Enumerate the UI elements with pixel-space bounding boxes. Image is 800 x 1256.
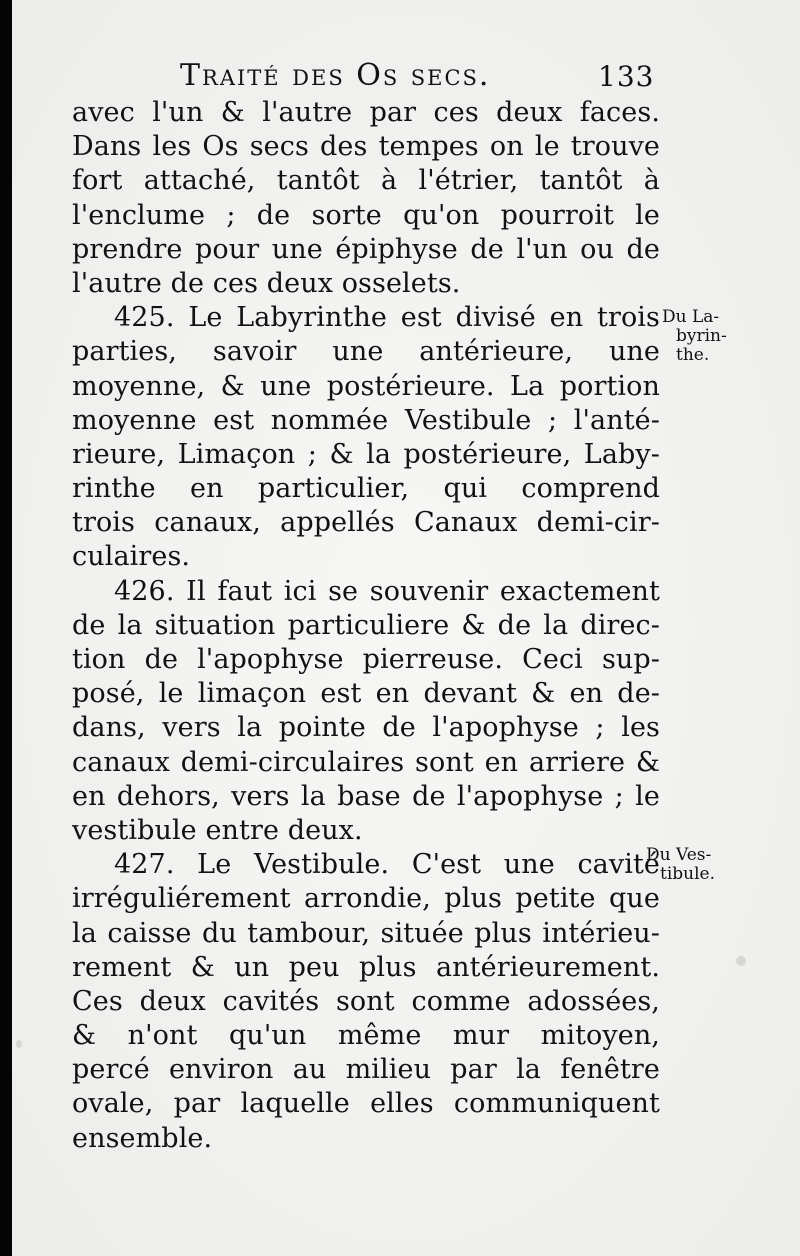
text-line: dans, vers la pointe de l'apophyse ; les (72, 712, 660, 744)
text-line: moyenne, & une postérieure. La portion (72, 370, 660, 402)
margin-note-line: the. (676, 345, 710, 365)
text-line: l'autre de ces deux osselets. (72, 267, 461, 299)
text-line: rement & un peu plus antérieurement. (72, 951, 660, 983)
text-line: irréguliérement arrondie, plus petite que (72, 883, 660, 915)
text-line: l'enclume ; de sorte qu'on pourroit le (72, 199, 660, 231)
page-edge-shadow (0, 0, 12, 1256)
margin-note-labyrinthe (662, 308, 727, 365)
text-line: en dehors, vers la base de l'apophyse ; le (72, 780, 660, 812)
text-line: Ces deux cavités sont comme adossées, (72, 985, 660, 1017)
text-line: avec l'un & l'autre par ces deux faces. (72, 97, 660, 128)
text-line: posé, le limaçon est en devant & en de- (72, 678, 660, 710)
text-line: & n'ont qu'un même mur mitoyen, (72, 1020, 660, 1052)
text-line: de la situation particuliere & de la direc- (72, 609, 660, 641)
text-line: rieure, Limaçon ; & la postérieure, Laby- (72, 438, 660, 470)
paragraph-425-start: 425. Le Labyrinthe est divisé en trois (114, 302, 660, 334)
text-line: trois canaux, appellés Canaux demi-cir- (72, 507, 660, 539)
paper-spot (736, 956, 746, 966)
text-line: ensemble. (72, 1122, 213, 1154)
text-line: percé environ au milieu par la fenêtre (72, 1054, 660, 1086)
body-text (72, 96, 660, 1156)
running-title: Traité des Os secs. (180, 58, 491, 93)
text-line: moyenne est nommée Vestibule ; l'anté- (72, 404, 660, 436)
text-line: canaux demi-circulaires sont en arriere & (72, 746, 660, 778)
margin-note-vestibule (646, 846, 715, 884)
text-line: ovale, par laquelle elles communiquent (72, 1088, 660, 1120)
margin-note-line: Du Ves- (646, 845, 712, 865)
text-line: fort attaché, tantôt à l'étrier, tantôt à (72, 165, 660, 197)
page-header (12, 56, 800, 96)
book-page (12, 0, 800, 1256)
paragraph-426-start: 426. Il faut ici se souvenir exactement (114, 575, 660, 607)
paragraph-427-start: 427. Le Vestibule. C'est une cavité (114, 849, 660, 881)
text-line: vestibule entre deux. (72, 814, 363, 846)
margin-note-line: byrin- (676, 326, 727, 346)
text-line: tion de l'apophyse pierreuse. Ceci sup- (72, 644, 660, 675)
page-number: 133 (598, 60, 655, 93)
margin-note-line: Du La- (662, 307, 720, 327)
text-line: culaires. (72, 541, 191, 573)
margin-note-line: tibule. (660, 864, 716, 884)
text-line: prendre pour une épiphyse de l'un ou de (72, 233, 660, 265)
paper-spot (16, 1040, 22, 1048)
text-line: la caisse du tambour, située plus intérieu- (72, 917, 660, 949)
text-line: rinthe en particulier, qui comprend (72, 473, 660, 505)
text-line: parties, savoir une antérieure, une (72, 336, 660, 368)
text-line: Dans les Os secs des tempes on le trouve (72, 131, 660, 163)
